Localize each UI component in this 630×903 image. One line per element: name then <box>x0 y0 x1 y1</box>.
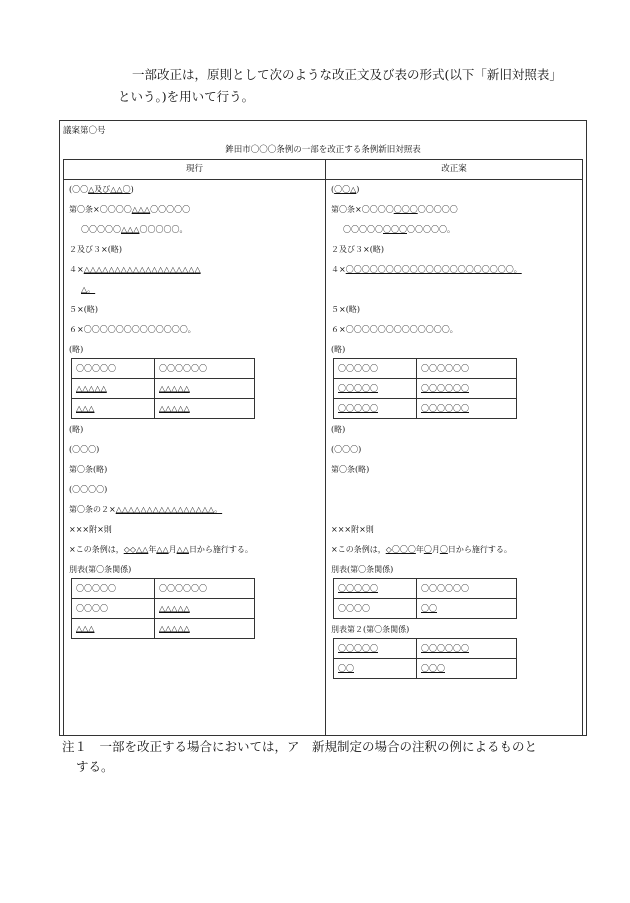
intro-line-2: という。)を用いて行う。 <box>118 89 255 104</box>
table-cell: 〇〇〇〇〇 <box>72 579 155 599</box>
table-row <box>334 659 517 679</box>
table-cell: 〇〇〇〇 <box>334 599 417 619</box>
revised-line: ×××附×則 <box>331 525 374 534</box>
table-cell: 〇〇〇〇 <box>72 599 155 619</box>
revised-table-3 <box>333 638 517 679</box>
table-cell: △△△△△ <box>72 379 155 399</box>
table-cell: 〇〇〇〇〇 <box>334 359 417 379</box>
revised-line: 別表(第〇条関係) <box>331 565 394 574</box>
current-line: (略) <box>69 345 84 354</box>
revised-line: 第〇条×〇〇〇〇〇〇〇〇〇〇〇〇 <box>331 205 458 214</box>
current-table-1 <box>71 358 255 419</box>
revised-line: (〇〇〇) <box>331 445 362 454</box>
header-current: 現行 <box>64 160 326 179</box>
table-row <box>72 599 255 619</box>
bill-number: 議案第〇号 <box>63 126 106 136</box>
table-cell: 〇〇〇〇〇〇 <box>417 639 517 659</box>
revised-line: (略) <box>331 425 346 434</box>
table-cell: 〇〇 <box>334 659 417 679</box>
current-line: ４×△△△△△△△△△△△△△△△△△△△ <box>69 265 201 274</box>
current-line: (〇〇〇) <box>69 445 100 454</box>
revised-line: ６×〇〇〇〇〇〇〇〇〇〇〇〇〇。 <box>331 325 458 334</box>
revised-line: ×この条例は，◇〇〇〇年〇月〇日から施行する。 <box>331 545 512 554</box>
table-row <box>72 399 255 419</box>
table-cell: 〇〇〇〇〇 <box>334 379 417 399</box>
table-row <box>334 399 517 419</box>
current-line: ６×〇〇〇〇〇〇〇〇〇〇〇〇〇。 <box>69 325 196 334</box>
footnote-line-1: 注１ 一部を改正する場合においては，ア 新規制定の場合の注釈の例によるものと <box>62 739 538 754</box>
current-line: ２及び３×(略) <box>69 245 122 254</box>
table-cell: 〇〇〇〇〇〇 <box>417 399 517 419</box>
current-line: ×この条例は，◇◇△△年△△月△△日から施行する。 <box>69 545 253 554</box>
current-line: (略) <box>69 425 84 434</box>
table-row <box>72 379 255 399</box>
table-row <box>334 379 517 399</box>
current-line: ×××附×則 <box>69 525 112 534</box>
table-cell: △△△△△ <box>155 379 255 399</box>
table-cell: △△△△△ <box>155 619 255 639</box>
column-divider <box>325 180 326 735</box>
current-line: ５×(略) <box>69 305 98 314</box>
table-cell: △△△△△ <box>155 399 255 419</box>
table-cell: 〇〇〇〇〇 <box>334 579 417 599</box>
table-row <box>72 359 255 379</box>
table-row <box>72 619 255 639</box>
revised-line: 別表第２(第〇条関係) <box>331 625 410 634</box>
revised-table-2 <box>333 578 517 619</box>
current-line: △。 <box>81 285 96 294</box>
current-table-2 <box>71 578 255 639</box>
table-cell: △△△ <box>72 399 155 419</box>
revised-line: ４×〇〇〇〇〇〇〇〇〇〇〇〇〇〇〇〇〇〇〇〇〇。 <box>331 265 522 274</box>
intro-line-1: 一部改正は，原則として次のような改正文及び表の形式(以下「新旧対照表」 <box>132 67 562 82</box>
intro-paragraph <box>118 64 588 108</box>
revised-line: (略) <box>331 345 346 354</box>
revised-line: 第〇条(略) <box>331 465 370 474</box>
table-row <box>334 639 517 659</box>
current-line: 〇〇〇〇〇△△△〇〇〇〇〇。 <box>81 225 188 234</box>
footnote <box>62 737 592 777</box>
revised-table-1 <box>333 358 517 419</box>
header-revised: 改正案 <box>441 164 467 174</box>
footnote-line-2: する。 <box>76 759 114 774</box>
column-headers <box>63 159 583 179</box>
table-cell: 〇〇〇〇〇 <box>72 359 155 379</box>
table-cell: 〇〇〇〇〇〇 <box>155 579 255 599</box>
table-row <box>72 579 255 599</box>
table-row <box>334 579 517 599</box>
current-line: 別表(第〇条関係) <box>69 565 132 574</box>
table-cell: 〇〇〇 <box>417 659 517 679</box>
revised-line: (〇〇△) <box>331 185 360 194</box>
revised-line: 〇〇〇〇〇〇〇〇〇〇〇〇〇。 <box>343 225 455 234</box>
comparison-title: 鉾田市〇〇〇条例の一部を改正する条例新旧対照表 <box>225 145 421 155</box>
table-cell: 〇〇〇〇〇〇 <box>417 579 517 599</box>
table-cell: △△△△△ <box>155 599 255 619</box>
current-line: (〇〇△及び△△〇) <box>69 185 134 194</box>
revised-line: ２及び３×(略) <box>331 245 384 254</box>
comparison-frame <box>59 120 587 736</box>
table-row <box>334 599 517 619</box>
current-line: (〇〇〇〇) <box>69 485 108 494</box>
table-cell: 〇〇〇〇〇〇 <box>155 359 255 379</box>
current-line: 第〇条の２×△△△△△△△△△△△△△△△△。 <box>69 505 223 514</box>
columns-body <box>63 179 583 735</box>
table-cell: 〇〇〇〇〇〇 <box>417 359 517 379</box>
current-line: 第〇条(略) <box>69 465 108 474</box>
current-line: 第〇条×〇〇〇〇△△△〇〇〇〇〇 <box>69 205 191 214</box>
table-cell: 〇〇〇〇〇〇 <box>417 379 517 399</box>
table-cell: 〇〇 <box>417 599 517 619</box>
table-cell: 〇〇〇〇〇 <box>334 639 417 659</box>
table-row <box>334 359 517 379</box>
revised-line: ５×(略) <box>331 305 360 314</box>
table-cell: △△△ <box>72 619 155 639</box>
table-cell: 〇〇〇〇〇 <box>334 399 417 419</box>
